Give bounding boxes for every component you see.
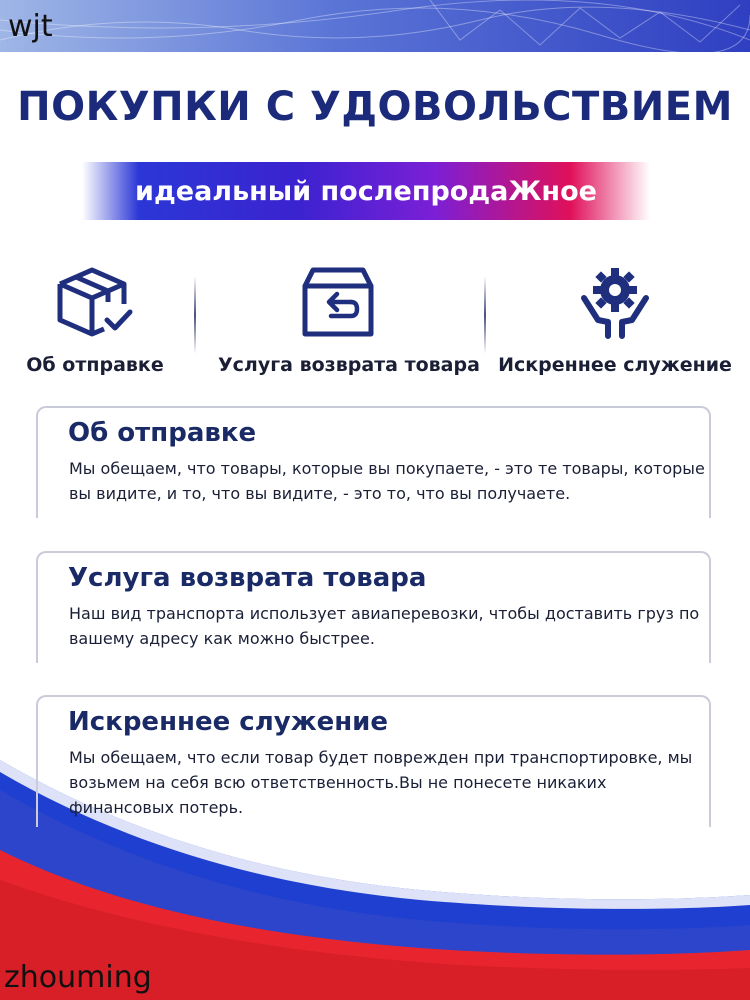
feature-label: Об отправке [26,354,164,376]
hands-gear-icon [572,262,658,342]
watermark-top: wjt [8,9,53,44]
feature-shipping [0,262,215,392]
box-return-icon [295,262,381,342]
feature-service [495,262,735,392]
feature-label: Искреннее служение [498,354,732,376]
feature-label: Услуга возврата товара [218,354,480,376]
feature-return [218,262,480,392]
card-title: Об отправке [68,418,257,448]
watermark-bottom: zhouming [4,960,152,995]
card-return [36,551,711,663]
feature-divider [194,276,196,354]
card-text: Мы обещаем, что товары, которые вы покупаете, - это те товары, которые вы видите, и то, что вы видите, - это то, что вы получаете. [69,459,705,503]
card-shipping [36,406,711,518]
card-text: Наш вид транспорта использует авиаперевозки, чтобы доставить груз по вашему адресу как можно быстрее. [69,604,700,648]
page-title: ПОКУПКИ С УДОВОЛЬСТВИЕМ [17,84,733,130]
box-check-icon [52,262,138,342]
feature-divider [484,276,486,354]
card-title: Услуга возврата товара [68,563,427,593]
feature-row [0,262,750,392]
banner-text: идеальный послепродаЖное [135,175,597,207]
card-title: Искреннее служение [68,707,389,737]
card-service [36,695,711,827]
card-text: Мы обещаем, что если товар будет поврежден при транспортировке, мы возьмем на себя всю ответственность.Вы не понесете никаких финансовых потерь. [69,748,693,817]
banner [82,162,650,220]
